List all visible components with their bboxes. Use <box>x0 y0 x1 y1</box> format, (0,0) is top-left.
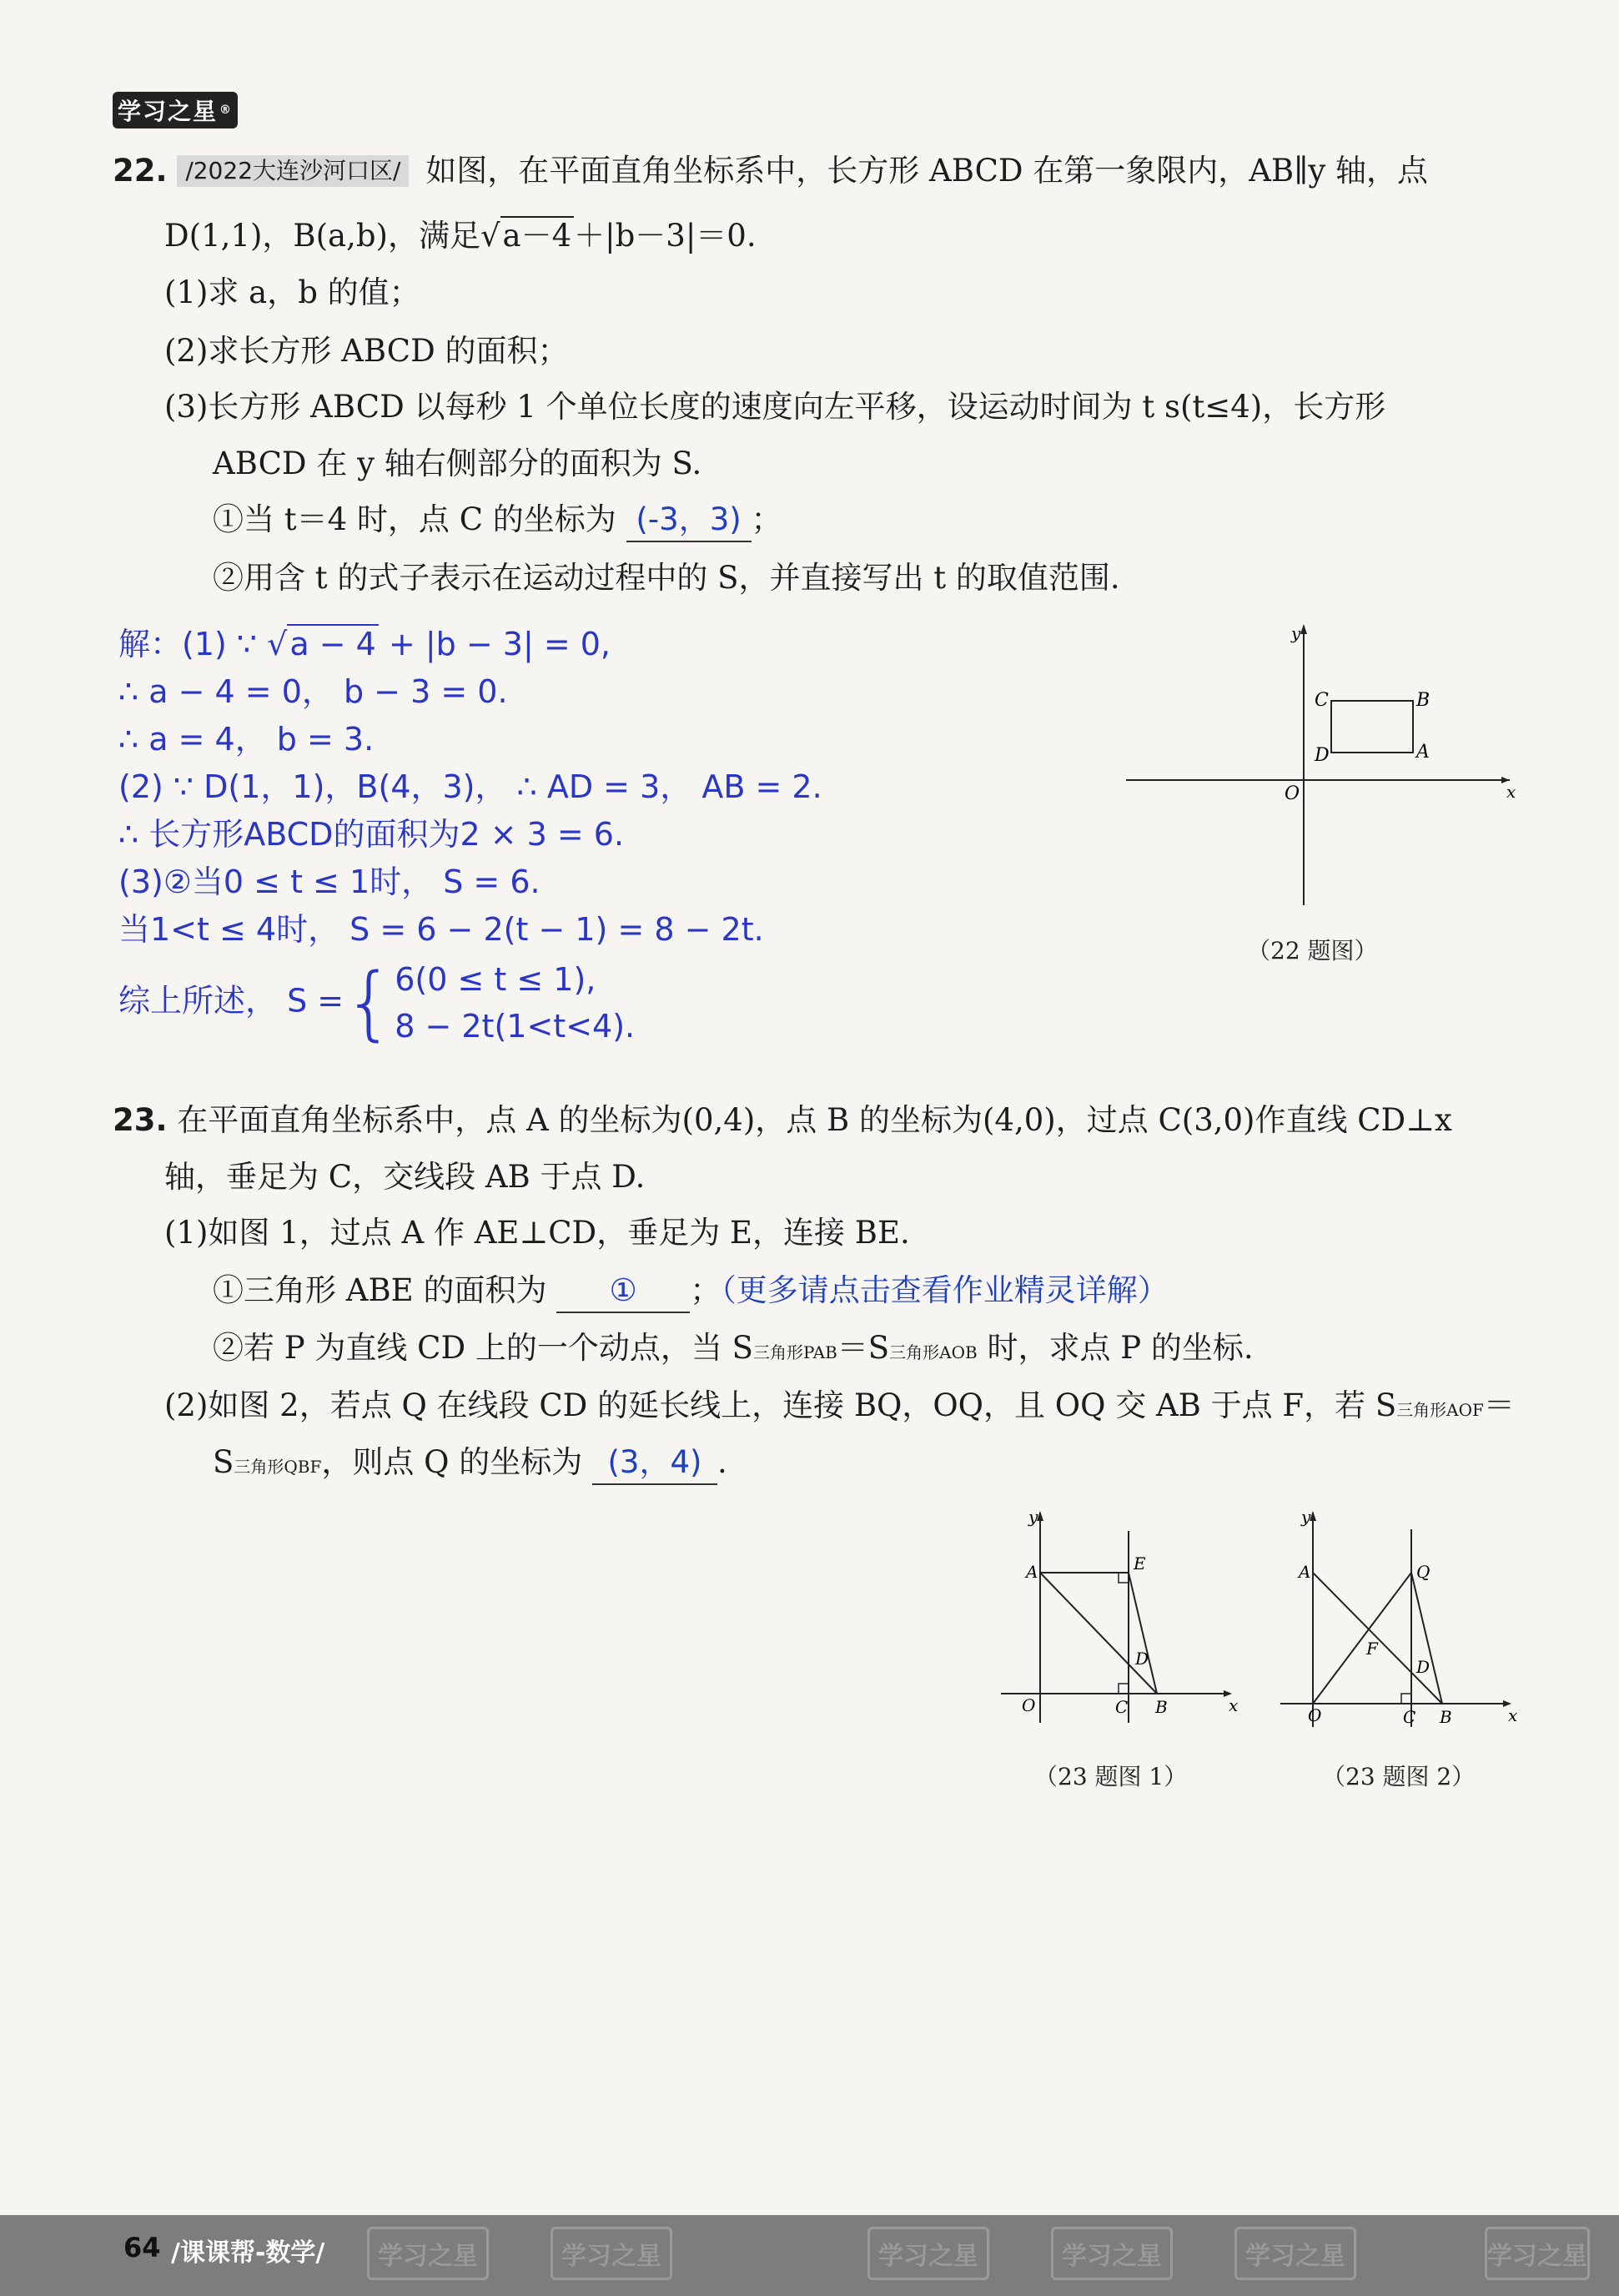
q23-answer-blank-1[interactable]: ① <box>556 1270 690 1313</box>
solution-line6: (3)②当0 ≤ t ≤ 1时， S = 6. <box>118 864 541 900</box>
label-F: F <box>1366 1639 1378 1659</box>
label-D: D <box>1315 745 1330 766</box>
label-A: A <box>1026 1562 1038 1582</box>
footer-watermark: 学习之星 <box>1485 2227 1590 2280</box>
label-y: y <box>1291 623 1301 643</box>
label-D: D <box>1135 1649 1149 1669</box>
label-D: D <box>1416 1657 1430 1677</box>
label-E: E <box>1134 1553 1146 1573</box>
page-number: 64 <box>123 2232 161 2263</box>
figure-23-1-caption: （23 题图 1） <box>1034 1763 1188 1790</box>
q22-number: 22. <box>113 153 168 189</box>
q22-line2: D(1,1)，B(a,b)，满足√a－4＋|b－3|＝0. <box>164 218 757 254</box>
figure-23-1 <box>997 1506 1239 1731</box>
left-brace: { <box>344 956 395 1050</box>
q23-part2-cont: S三角形QBF，则点 Q 的坐标为 (3，4) . <box>213 1442 727 1488</box>
q22-part2: (2)求长方形 ABCD 的面积； <box>164 333 569 369</box>
footer-watermark: 学习之星 <box>867 2227 989 2280</box>
label-y: y <box>1028 1507 1038 1527</box>
q23-part1-sub2: ②若 P 为直线 CD 上的一个动点，当 S三角形PAB＝S三角形AOB 时，求点 P 的坐标. <box>213 1330 1254 1366</box>
label-C: C <box>1315 690 1329 711</box>
label-A: A <box>1299 1562 1311 1582</box>
solution-line7: 当1<t ≤ 4时， S = 6 − 2(t − 1) = 8 − 2t. <box>118 911 764 948</box>
q23-answer-blank-2[interactable]: (3，4) <box>592 1442 717 1485</box>
solution-line1: 解：(1) ∵ √a − 4 + |b − 3| = 0, <box>118 626 611 662</box>
q22-part3-sub1: ①当 t＝4 时，点 C 的坐标为 (-3，3) ； <box>213 499 782 542</box>
right-angle-mark-E <box>1119 1573 1129 1583</box>
q23-text-1: 在平面直角坐标系中，点 A 的坐标为(0,4)，点 B 的坐标为(4,0)，过点 C(3,0)作直线 CD⊥x <box>177 1102 1452 1138</box>
case-2: 8 − 2t(1<t<4). <box>395 1008 636 1045</box>
q22-source-tag: /2022大连沙河口区/ <box>177 155 409 187</box>
more-details-link[interactable]: （更多请点击查看作业精灵详解） <box>721 1272 1169 1308</box>
q22-line1 <box>113 150 1428 192</box>
q22-part1: (1)求 a，b 的值； <box>164 274 420 310</box>
q23-part1-sub1: ①三角形 ABE 的面积为 ① ；（更多请点击查看作业精灵详解） <box>213 1270 1169 1313</box>
figure-23-2-caption: （23 题图 2） <box>1322 1763 1476 1790</box>
label-B: B <box>1155 1697 1168 1717</box>
brand-logo: 学习之星 ® <box>113 92 238 128</box>
q22-part3: (3)长方形 ABCD 以每秒 1 个单位长度的速度向左平移，设运动时间为 t s(t≤4)，长方形 <box>164 389 1386 425</box>
segment-AB <box>1040 1573 1157 1694</box>
footer-watermark: 学习之星 <box>1051 2227 1173 2280</box>
label-O: O <box>1308 1705 1322 1725</box>
q22-answer-blank[interactable]: (-3，3) <box>626 499 752 542</box>
segment-OQ <box>1313 1573 1411 1704</box>
rectangle-ABCD <box>1331 701 1413 753</box>
label-y: y <box>1301 1507 1311 1527</box>
solution-piecewise: 综上所述， S ={6(0 ≤ t ≤ 1), 8 − 2t(1<t<4). <box>118 956 636 1050</box>
right-angle-mark-C <box>1119 1684 1129 1694</box>
label-x: x <box>1229 1695 1239 1715</box>
page-footer <box>0 2215 1619 2296</box>
label-B: B <box>1440 1707 1452 1727</box>
q23-part2: (2)如图 2，若点 Q 在线段 CD 的延长线上，连接 BQ，OQ，且 OQ 交 AB 于点 F，若 S三角形AOF＝ <box>164 1387 1515 1423</box>
label-x: x <box>1508 1705 1518 1725</box>
case-1: 6(0 ≤ t ≤ 1), <box>395 961 596 998</box>
solution-line3: ∴ a = 4， b = 3. <box>118 721 375 758</box>
label-A: A <box>1416 742 1430 763</box>
q23-line1 <box>113 1100 1452 1141</box>
solution-line2: ∴ a − 4 = 0， b − 3 = 0. <box>118 673 508 710</box>
q22-part3-sub2: ②用含 t 的式子表示在运动过程中的 S，并直接写出 t 的取值范围. <box>213 560 1120 596</box>
segment-BQ <box>1411 1573 1442 1704</box>
label-x: x <box>1506 782 1516 802</box>
q23-part1: (1)如图 1，过点 A 作 AE⊥CD，垂足为 E，连接 BE. <box>164 1215 910 1251</box>
footer-watermark: 学习之星 <box>367 2227 489 2280</box>
solution-line4: (2) ∵ D(1，1)，B(4，3)， ∴ AD = 3， AB = 2. <box>118 768 822 805</box>
footer-watermark: 学习之星 <box>1234 2227 1356 2280</box>
y-axis-arrow-icon <box>1300 624 1307 634</box>
right-angle-mark-C <box>1401 1694 1411 1704</box>
book-title: /课课帮-数学/ <box>171 2238 325 2268</box>
label-B: B <box>1416 690 1430 711</box>
segment-BE <box>1129 1573 1157 1694</box>
figure-22 <box>1118 617 1518 909</box>
solution-line5: ∴ 长方形ABCD的面积为2 × 3 = 6. <box>118 816 625 853</box>
figure-23-2 <box>1276 1506 1518 1731</box>
q23-number: 23. <box>113 1102 168 1138</box>
label-O: O <box>1022 1695 1036 1715</box>
label-Q: Q <box>1416 1562 1430 1582</box>
footer-watermark: 学习之星 <box>551 2227 672 2280</box>
q22-text-1: 如图，在平面直角坐标系中，长方形 ABCD 在第一象限内，AB∥y 轴，点 <box>425 153 1428 189</box>
q23-line2: 轴，垂足为 C，交线段 AB 于点 D. <box>164 1159 646 1195</box>
label-C: C <box>1403 1707 1416 1727</box>
label-C: C <box>1115 1697 1129 1717</box>
label-O: O <box>1285 783 1300 804</box>
q22-part3-cont: ABCD 在 y 轴右侧部分的面积为 S. <box>213 446 702 481</box>
figure-22-caption: （22 题图） <box>1247 937 1378 964</box>
